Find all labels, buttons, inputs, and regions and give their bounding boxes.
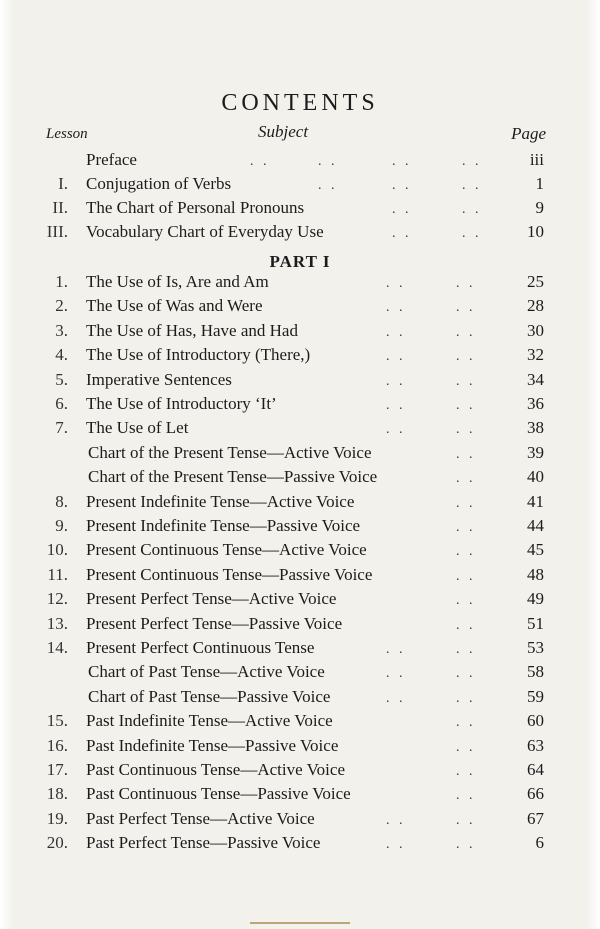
page-number: 53 xyxy=(527,638,544,657)
leader-dots: . . xyxy=(386,398,406,413)
page-number: 39 xyxy=(527,442,544,462)
lesson-number: 19. xyxy=(46,808,68,828)
entry-subject: Past Continuous Tense—Passive Voice xyxy=(86,784,351,804)
leader-dots: . . xyxy=(456,690,476,706)
entry-subject: Preface xyxy=(86,150,137,169)
leader-dots: . . xyxy=(392,154,412,169)
page-number: 44 xyxy=(527,516,544,535)
dot-leaders xyxy=(0,319,600,343)
lesson-number: II. xyxy=(52,198,68,217)
leader-dots: . . xyxy=(456,617,476,633)
leader-dots: . . xyxy=(386,666,406,682)
entry-subject: Chart of Past Tense—Passive Voice xyxy=(88,686,331,706)
dot-leaders xyxy=(0,660,600,684)
dot-leaders xyxy=(0,636,600,660)
dot-leaders xyxy=(0,587,600,611)
page-number: 25 xyxy=(527,272,544,291)
page-number: 38 xyxy=(527,418,544,438)
lesson-number: 9. xyxy=(55,516,68,535)
leader-dots: . . xyxy=(386,422,406,438)
leader-dots: . . xyxy=(456,788,476,804)
lesson-number: 10. xyxy=(46,540,68,560)
entry-subject: Chart of Past Tense—Active Voice xyxy=(88,662,325,682)
entry-subject: The Use of Is, Are and Am xyxy=(86,272,269,291)
column-headers xyxy=(0,122,600,146)
lesson-number: III. xyxy=(46,222,68,241)
entry-subject: Past Perfect Tense—Passive Voice xyxy=(86,833,321,853)
entry-subject: Past Perfect Tense—Active Voice xyxy=(86,808,315,828)
toc-entry[interactable] xyxy=(0,319,600,343)
leader-dots: . . xyxy=(456,739,476,755)
leader-dots: . . xyxy=(456,276,476,291)
page-number: 63 xyxy=(527,735,544,755)
lesson-number: 6. xyxy=(55,394,68,413)
page-number: 41 xyxy=(527,491,544,511)
lesson-number: 18. xyxy=(46,784,68,804)
toc-entry[interactable] xyxy=(0,563,600,587)
toc-entry[interactable] xyxy=(0,636,600,660)
toc-entry[interactable] xyxy=(0,343,600,367)
page-number: 48 xyxy=(527,564,544,584)
page-number: 6 xyxy=(535,833,544,853)
lesson-number: 1. xyxy=(55,272,68,291)
leader-dots: . . xyxy=(386,373,406,389)
page-number: 34 xyxy=(527,369,544,389)
lesson-number: 15. xyxy=(46,711,68,731)
dot-leaders xyxy=(0,172,600,196)
dot-leaders xyxy=(0,782,600,806)
lesson-number: 3. xyxy=(55,320,68,340)
lesson-number: 14. xyxy=(46,638,68,657)
leader-dots: . . xyxy=(250,154,270,169)
page-number: 45 xyxy=(527,540,544,560)
lesson-number: 13. xyxy=(46,613,68,633)
dot-leaders xyxy=(0,416,600,440)
dot-leaders xyxy=(0,270,600,294)
dot-leaders xyxy=(0,465,600,489)
leader-dots: . . xyxy=(456,373,476,389)
leader-dots: . . xyxy=(386,837,406,853)
dot-leaders xyxy=(0,734,600,758)
toc-entry[interactable] xyxy=(0,734,600,758)
toc-entry[interactable] xyxy=(0,660,600,684)
toc-entry[interactable] xyxy=(0,685,600,709)
leader-dots: . . xyxy=(456,593,476,609)
leader-dots: . . xyxy=(456,837,476,853)
leader-dots: . . xyxy=(456,812,476,828)
toc-entry[interactable] xyxy=(0,831,600,855)
entry-subject: Present Indefinite Tense—Active Voice xyxy=(86,491,355,511)
lesson-number: 16. xyxy=(46,735,68,755)
entry-subject: The Use of Was and Were xyxy=(86,296,263,316)
entry-subject: Present Continuous Tense—Active Voice xyxy=(86,540,367,560)
leader-dots: . . xyxy=(456,422,476,438)
entry-subject: Present Perfect Tense—Active Voice xyxy=(86,589,337,609)
leader-dots: . . xyxy=(318,154,338,169)
toc-entry[interactable] xyxy=(0,416,600,440)
toc-entry[interactable] xyxy=(0,465,600,489)
dot-leaders xyxy=(0,685,600,709)
lesson-number: 4. xyxy=(55,345,68,365)
lesson-number: 2. xyxy=(55,296,68,316)
leader-dots: . . xyxy=(456,324,476,340)
entry-subject: Conjugation of Verbs xyxy=(86,174,232,193)
leader-dots: . . xyxy=(456,544,476,560)
lesson-column-header: Lesson xyxy=(46,126,88,142)
entry-subject: Chart of the Present Tense—Active Voice xyxy=(88,442,372,462)
entry-subject: Past Indefinite Tense—Passive Voice xyxy=(86,735,339,755)
subject-column-header: Subject xyxy=(258,122,309,141)
toc-entry[interactable] xyxy=(0,514,600,538)
page-number: 67 xyxy=(527,808,544,828)
toc-entry[interactable] xyxy=(0,196,600,220)
toc-entry[interactable] xyxy=(0,172,600,196)
leader-dots: . . xyxy=(392,226,412,241)
toc-entry[interactable] xyxy=(0,220,600,244)
leader-dots: . . xyxy=(386,349,406,365)
entry-subject: Vocabulary Chart of Everyday Use xyxy=(86,222,324,241)
lesson-number: 8. xyxy=(55,491,68,511)
dot-leaders xyxy=(0,490,600,514)
toc-entry[interactable] xyxy=(0,270,600,294)
page-number: 9 xyxy=(535,198,544,217)
leader-dots: . . xyxy=(462,178,482,193)
toc-entry[interactable] xyxy=(0,148,600,172)
entry-subject: The Use of Has, Have and Had xyxy=(86,320,298,340)
page-number: 32 xyxy=(527,345,544,365)
toc-entry[interactable] xyxy=(0,587,600,611)
dot-leaders xyxy=(0,196,600,220)
leader-dots: . . xyxy=(456,495,476,511)
dot-leaders xyxy=(0,758,600,782)
leader-dots: . . xyxy=(386,812,406,828)
leader-dots: . . xyxy=(392,178,412,193)
leader-dots: . . xyxy=(386,300,406,316)
page-number: 60 xyxy=(527,711,544,731)
lesson-number: 7. xyxy=(55,418,68,438)
toc-entry[interactable] xyxy=(0,441,600,465)
leader-dots: . . xyxy=(386,324,406,340)
page-number: 1 xyxy=(535,174,544,193)
entry-subject: The Chart of Personal Pronouns xyxy=(86,198,305,217)
dot-leaders xyxy=(0,709,600,733)
leader-dots: . . xyxy=(462,226,482,241)
entry-subject: Present Perfect Tense—Passive Voice xyxy=(86,613,343,633)
toc-entry[interactable] xyxy=(0,294,600,318)
leader-dots: . . xyxy=(456,520,476,535)
lesson-number: 12. xyxy=(46,589,68,609)
toc-entry[interactable] xyxy=(0,490,600,514)
entry-subject: Present Perfect Continuous Tense xyxy=(86,638,315,657)
leader-dots: . . xyxy=(456,666,476,682)
toc-entry[interactable] xyxy=(0,709,600,733)
leader-dots: . . xyxy=(456,642,476,657)
dot-leaders xyxy=(0,148,600,172)
dot-leaders xyxy=(0,220,600,244)
page-number: 64 xyxy=(527,760,544,779)
page-number: 58 xyxy=(527,662,544,682)
page-number: 36 xyxy=(527,394,544,413)
leader-dots: . . xyxy=(462,202,482,217)
page-number: 49 xyxy=(527,589,544,609)
lesson-number: 11. xyxy=(47,564,68,584)
leader-dots: . . xyxy=(456,398,476,413)
dot-leaders xyxy=(0,294,600,318)
leader-dots: . . xyxy=(386,642,406,657)
entry-subject: Past Continuous Tense—Active Voice xyxy=(86,760,345,779)
dot-leaders xyxy=(0,441,600,465)
page-number: 51 xyxy=(527,613,544,633)
lesson-number: 5. xyxy=(55,369,68,389)
leader-dots: . . xyxy=(386,690,406,706)
lesson-number: 20. xyxy=(46,833,68,853)
leader-dots: . . xyxy=(386,276,406,291)
toc-entry[interactable] xyxy=(0,807,600,831)
toc-entry[interactable] xyxy=(0,758,600,782)
entry-subject: The Use of Introductory ‘It’ xyxy=(86,394,277,413)
toc-entry[interactable] xyxy=(0,392,600,416)
divider xyxy=(250,922,350,924)
page-title: CONTENTS xyxy=(221,90,379,116)
page-column-header: Page xyxy=(511,124,546,143)
leader-dots: . . xyxy=(456,715,476,731)
dot-leaders xyxy=(0,831,600,855)
leader-dots: . . xyxy=(456,471,476,487)
dot-leaders xyxy=(0,612,600,636)
page-number: 28 xyxy=(527,296,544,316)
leader-dots: . . xyxy=(456,349,476,365)
page-number: 10 xyxy=(527,222,544,241)
dot-leaders xyxy=(0,538,600,562)
entry-subject: Imperative Sentences xyxy=(86,369,232,389)
lesson-number: 17. xyxy=(46,760,68,779)
entry-subject: The Use of Let xyxy=(86,418,189,438)
page-number: 40 xyxy=(527,467,544,487)
leader-dots: . . xyxy=(456,764,476,779)
leader-dots: . . xyxy=(456,568,476,584)
dot-leaders xyxy=(0,807,600,831)
leader-dots: . . xyxy=(392,202,412,217)
lesson-number: I. xyxy=(58,174,68,193)
dot-leaders xyxy=(0,343,600,367)
entry-subject: Present Indefinite Tense—Passive Voice xyxy=(86,516,361,535)
leader-dots: . . xyxy=(456,300,476,316)
page-number: 30 xyxy=(527,320,544,340)
dot-leaders xyxy=(0,368,600,392)
entry-subject: Chart of the Present Tense—Passive Voice xyxy=(88,467,378,487)
leader-dots: . . xyxy=(462,154,482,169)
part-heading: PART I xyxy=(269,252,331,271)
toc-entry[interactable] xyxy=(0,612,600,636)
dot-leaders xyxy=(0,392,600,416)
dot-leaders xyxy=(0,563,600,587)
toc-entry[interactable] xyxy=(0,538,600,562)
dot-leaders xyxy=(0,514,600,538)
leader-dots: . . xyxy=(456,446,476,462)
leader-dots: . . xyxy=(318,178,338,193)
entry-subject: Past Indefinite Tense—Active Voice xyxy=(86,711,333,731)
entry-subject: The Use of Introductory (There,) xyxy=(86,345,311,365)
toc-entry[interactable] xyxy=(0,368,600,392)
page-number: iii xyxy=(529,150,544,169)
entry-subject: Present Continuous Tense—Passive Voice xyxy=(86,564,373,584)
toc-entry[interactable] xyxy=(0,782,600,806)
page-number: 59 xyxy=(527,686,544,706)
page-number: 66 xyxy=(527,784,544,804)
